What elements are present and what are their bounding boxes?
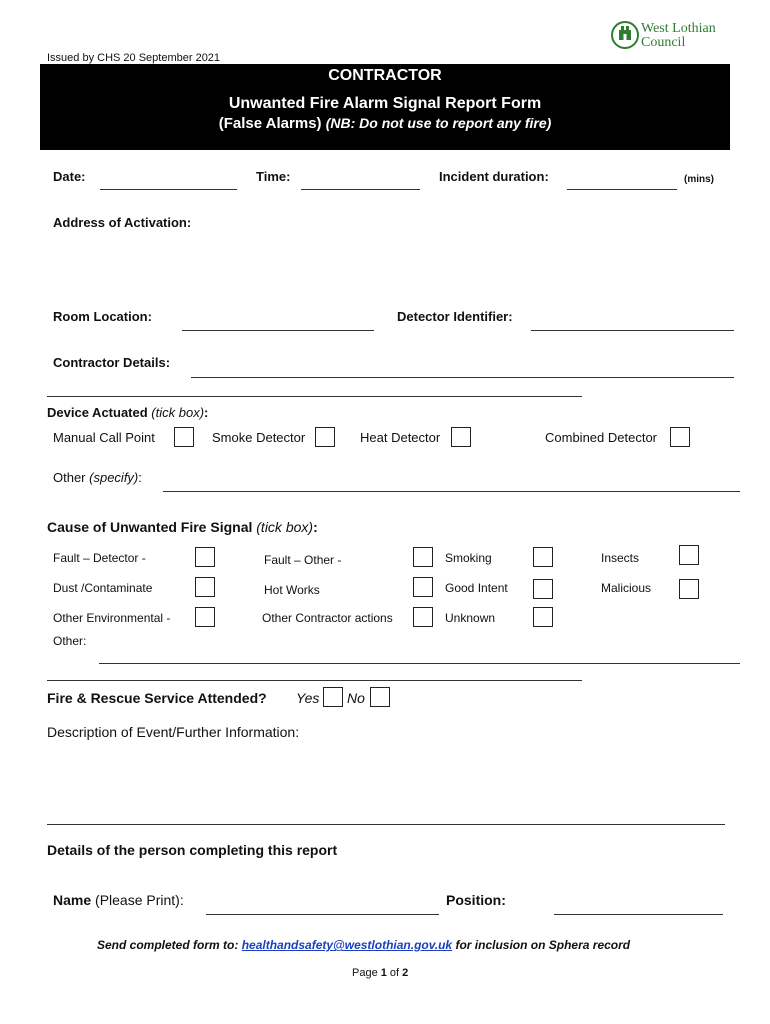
address-label: Address of Activation: <box>53 215 192 230</box>
position-label: Position: <box>446 892 506 908</box>
name-label <box>53 892 184 908</box>
device-heading-text: Device Actuated <box>47 405 148 420</box>
header-subtitle: Unwanted Fire Alarm Signal Report Form <box>228 95 542 112</box>
device-other-label <box>53 470 142 485</box>
header-false-alarms: (False Alarms) <box>218 115 322 132</box>
device-option-heat-detector: Heat Detector <box>360 430 441 445</box>
fault-other-checkbox[interactable] <box>413 547 433 567</box>
heat-detector-checkbox[interactable] <box>451 427 471 447</box>
fire-rescue-yes-checkbox[interactable] <box>323 687 343 707</box>
council-crest-icon <box>611 20 639 50</box>
footer-send-pre: Send completed form to: <box>97 938 242 952</box>
cause-good-intent: Good Intent <box>445 581 508 595</box>
device-other-colon: : <box>138 470 142 485</box>
fire-rescue-yes-label: Yes <box>296 690 320 706</box>
cause-hint: (tick box) <box>256 519 314 535</box>
page-number <box>352 967 408 979</box>
device-other-hint: (specify) <box>89 470 139 485</box>
description-field[interactable] <box>47 824 725 825</box>
name-label-hint: (Please Print): <box>95 892 184 908</box>
date-field[interactable] <box>100 189 237 190</box>
footer-send-post: for inclusion on Sphera record <box>452 938 631 952</box>
header-subtitle-2 <box>40 115 730 132</box>
cause-dust-contaminate: Dust /Contaminate <box>53 581 153 595</box>
cause-insects: Insects <box>601 551 640 565</box>
header-title: CONTRACTOR <box>328 67 442 84</box>
fire-rescue-label: Fire & Rescue Service Attended? <box>47 690 267 706</box>
cause-other-field-2[interactable] <box>47 680 582 681</box>
insects-checkbox[interactable] <box>679 545 699 565</box>
logo-line-2: Council <box>641 35 686 50</box>
device-option-smoke-detector: Smoke Detector <box>212 430 306 445</box>
cause-other-contractor-actions: Other Contractor actions <box>262 611 393 625</box>
council-logo <box>611 20 731 54</box>
page-total: 2 <box>402 967 409 979</box>
name-label-text: Name <box>53 892 92 908</box>
form-header <box>40 64 730 150</box>
cause-other-environmental: Other Environmental - <box>53 611 171 625</box>
good-intent-checkbox[interactable] <box>533 579 553 599</box>
cause-fault-detector: Fault – Detector - <box>53 551 146 565</box>
device-heading <box>47 405 208 420</box>
time-label: Time: <box>256 169 291 184</box>
combined-detector-checkbox[interactable] <box>670 427 690 447</box>
device-hint: (tick box) <box>151 405 205 420</box>
cause-smoking: Smoking <box>445 551 492 565</box>
duration-label: Incident duration: <box>439 169 549 184</box>
unknown-checkbox[interactable] <box>533 607 553 627</box>
duration-field[interactable] <box>567 189 677 190</box>
detector-field[interactable] <box>531 330 734 331</box>
name-field[interactable] <box>206 914 439 915</box>
cause-colon: : <box>313 519 318 535</box>
cause-hot-works: Hot Works <box>264 583 320 597</box>
cause-other-field-1[interactable] <box>99 663 740 664</box>
contractor-label: Contractor Details: <box>53 355 171 370</box>
manual-call-point-checkbox[interactable] <box>174 427 194 447</box>
fire-rescue-no-checkbox[interactable] <box>370 687 390 707</box>
logo-text <box>641 22 716 50</box>
issued-text: Issued by CHS 20 September 2021 <box>47 52 221 64</box>
device-option-combined-detector: Combined Detector <box>545 430 657 445</box>
header-note: (NB: Do not use to report any fire) <box>325 115 552 131</box>
fire-rescue-no-label: No <box>347 690 365 706</box>
cause-malicious: Malicious <box>601 581 652 595</box>
footer-email-link[interactable]: healthandsafety@westlothian.gov.uk <box>241 938 453 952</box>
page-current: 1 <box>380 967 387 979</box>
cause-unknown: Unknown <box>445 611 496 625</box>
time-field[interactable] <box>301 189 420 190</box>
cause-heading <box>47 519 318 535</box>
malicious-checkbox[interactable] <box>679 579 699 599</box>
smoking-checkbox[interactable] <box>533 547 553 567</box>
cause-heading-text: Cause of Unwanted Fire Signal <box>47 519 253 535</box>
footer-send-line <box>97 938 630 952</box>
person-heading: Details of the person completing this report <box>47 842 338 858</box>
logo-line-1: West Lothian <box>641 21 716 36</box>
smoke-detector-checkbox[interactable] <box>315 427 335 447</box>
contractor-field-2[interactable] <box>47 396 582 397</box>
room-field[interactable] <box>182 330 374 331</box>
device-colon: : <box>204 405 209 420</box>
other-environmental-checkbox[interactable] <box>195 607 215 627</box>
device-other-field[interactable] <box>163 491 740 492</box>
detector-label: Detector Identifier: <box>397 309 513 324</box>
cause-other-label: Other: <box>53 634 87 648</box>
room-label: Room Location: <box>53 309 152 324</box>
mins-label: (mins) <box>684 174 714 185</box>
page-mid: of <box>386 967 403 979</box>
position-field[interactable] <box>554 914 723 915</box>
date-label: Date: <box>53 169 86 184</box>
cause-fault-other: Fault – Other - <box>264 553 342 567</box>
fault-detector-checkbox[interactable] <box>195 547 215 567</box>
device-option-manual-call-point: Manual Call Point <box>53 430 155 445</box>
contractor-field-1[interactable] <box>191 377 734 378</box>
page-pre: Page <box>352 967 381 979</box>
dust-contaminate-checkbox[interactable] <box>195 577 215 597</box>
device-other-text: Other <box>53 470 86 485</box>
description-label: Description of Event/Further Information: <box>47 724 300 740</box>
hot-works-checkbox[interactable] <box>413 577 433 597</box>
other-contractor-actions-checkbox[interactable] <box>413 607 433 627</box>
